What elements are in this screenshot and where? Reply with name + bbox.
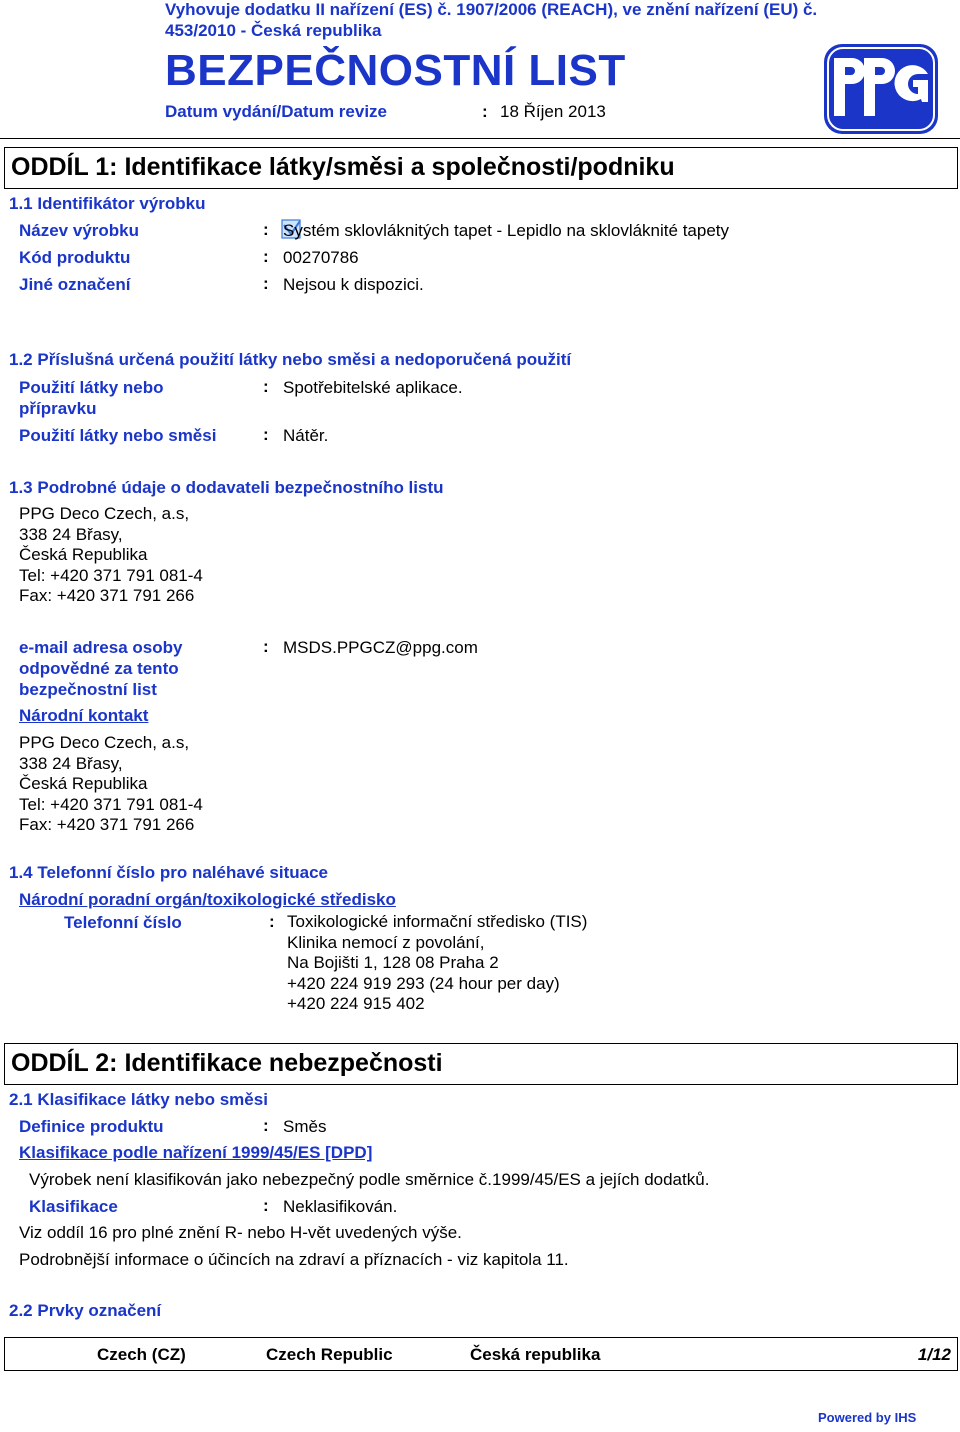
phone-line: Toxikologické informační středisko (TIS) [287,912,588,931]
supplier-line: 338 24 Břasy, [19,524,123,544]
other-designation-label: Jiné označení [19,275,131,294]
supplier-line: PPG Deco Czech, a.s, [19,504,190,523]
date-label: Datum vydání/Datum revize [165,102,388,121]
supplier-line: Tel: +420 371 791 081-4 [19,565,203,585]
product-name-label: Název výrobku [19,221,139,240]
colon: : [263,1196,269,1215]
dpd-classification-heading[interactable]: Klasifikace podle nařízení 1999/45/ES [DPD] [19,1143,373,1162]
section-2-header [4,1043,958,1085]
document-title: BEZPEČNOSTNÍ LIST [165,46,626,95]
classification-label: Klasifikace [29,1197,118,1216]
note-section-11: Podrobnější informace o účincích na zdraví a příznacích - viz kapitola 11. [19,1250,569,1269]
colon: : [263,377,269,396]
national-contact-line: Tel: +420 371 791 081-4 [19,794,203,814]
use-mixture-value: Nátěr. [283,426,329,445]
colon: : [263,274,269,293]
footer-country: Czech Republic [266,1345,393,1364]
footer-country-local: Česká republika [470,1345,601,1364]
colon: : [263,425,269,444]
subsection-1-2-heading: 1.2 Příslušná určená použití látky nebo směsi a nedoporučená použití [9,350,572,369]
subsection-1-4-heading: 1.4 Telefonní číslo pro naléhavé situace [9,863,329,882]
page-number: 1/12 [917,1345,951,1364]
dpd-note: Výrobek není klasifikován jako nebezpečný podle směrnice č.1999/45/ES a jejích dodatků. [29,1170,710,1189]
other-designation-value: Nejsou k dispozici. [283,275,424,294]
date-colon: : [482,102,488,121]
national-contact-line: Česká Republika [19,774,148,793]
colon: : [263,220,269,239]
product-code-label: Kód produktu [19,248,131,267]
use-preparation-label-2: přípravku [19,399,97,418]
email-label-3: bezpečnostní list [19,680,157,699]
colon: : [263,247,269,266]
regulation-line-1: Vyhovuje dodatku II nařízení (ES) č. 1907/2006 (REACH), ve znění nařízení (EU) č. [165,0,818,19]
regulation-line-2: 453/2010 - Česká republika [165,21,382,40]
advisory-body-heading[interactable]: Národní poradní orgán/toxikologické středisko [19,890,396,909]
date-value: 18 Říjen 2013 [500,102,606,121]
subsection-2-2-heading: 2.2 Prvky označení [9,1301,162,1320]
colon: : [263,1116,269,1135]
email-label-2: odpovědné za tento [19,659,179,678]
supplier-line: Fax: +420 371 791 266 [19,586,195,605]
product-definition-label: Definice produktu [19,1117,164,1136]
phone-line: Klinika nemocí z povolání, [287,932,485,952]
phone-line: +420 224 919 293 (24 hour per day) [287,973,560,993]
phone-line: +420 224 915 402 [287,994,425,1013]
footer-language: Czech (CZ) [97,1345,186,1364]
powered-by-label: Powered by IHS [818,1410,917,1425]
national-contact-line: PPG Deco Czech, a.s, [19,733,190,752]
page-footer [4,1337,958,1371]
ppg-logo-icon [824,44,938,134]
phone-label: Telefonní číslo [64,913,182,932]
note-section-16: Viz oddíl 16 pro plné znění R- nebo H-vět uvedených výše. [19,1223,462,1242]
email-label-1: e-mail adresa osoby [19,638,183,657]
product-name-value: Systém sklovláknitých tapet - Lepidlo na sklovláknité tapety [283,221,730,240]
national-contact-line: 338 24 Břasy, [19,753,123,773]
colon: : [269,912,275,931]
colon: : [263,637,269,656]
classification-value: Neklasifikován. [283,1197,398,1216]
phone-line: Na Bojišti 1, 128 08 Praha 2 [287,953,499,972]
product-code-value: 00270786 [283,248,359,267]
national-contact-heading[interactable]: Národní kontakt [19,706,149,725]
subsection-1-3-heading: 1.3 Podrobné údaje o dodavateli bezpečnostního listu [9,478,444,497]
national-contact-line: Fax: +420 371 791 266 [19,815,195,834]
section-2-title: ODDÍL 2: Identifikace nebezpečnosti [11,1049,443,1077]
use-preparation-value: Spotřebitelské aplikace. [283,378,463,397]
email-value[interactable]: MSDS.PPGCZ@ppg.com [283,638,478,657]
subsection-1-1-heading: 1.1 Identifikátor výrobku [9,194,206,213]
header-divider [0,138,960,139]
use-mixture-label: Použití látky nebo směsi [19,426,217,445]
subsection-2-1-heading: 2.1 Klasifikace látky nebo směsi [9,1090,268,1109]
section-1-title: ODDÍL 1: Identifikace látky/směsi a společnosti/podniku [11,153,675,181]
supplier-line: Česká Republika [19,545,148,564]
section-1-header [4,147,958,189]
product-definition-value: Směs [283,1117,327,1136]
use-preparation-label-1: Použití látky nebo [19,378,164,397]
